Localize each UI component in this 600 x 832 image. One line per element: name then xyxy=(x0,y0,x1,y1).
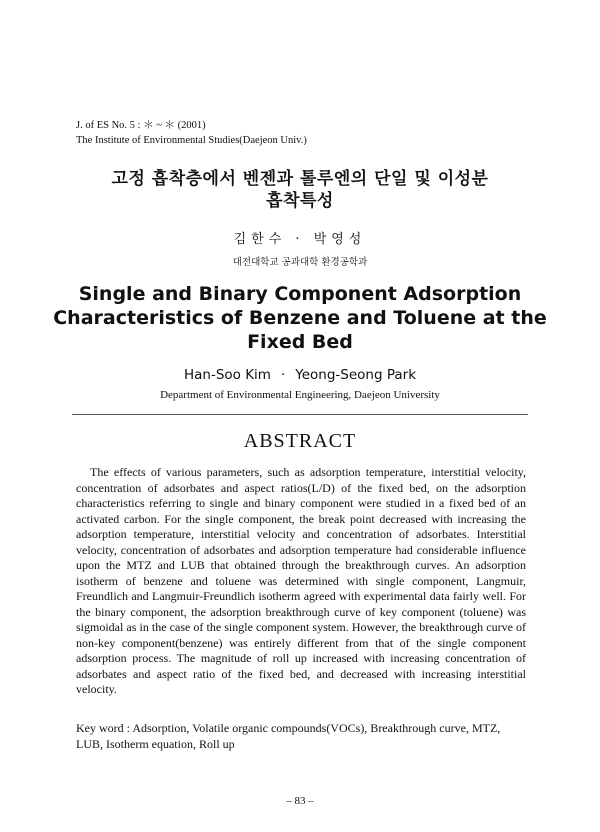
journal-header xyxy=(76,118,307,148)
korean-title-line1: 고정 흡착층에서 벤젠과 톨루엔의 단일 및 이성분 xyxy=(111,169,489,189)
english-title-line1: Single and Binary Component Adsorption xyxy=(78,283,522,305)
korean-title-line2: 흡착특성 xyxy=(266,191,334,211)
abstract-heading: ABSTRACT xyxy=(243,430,357,452)
english-title-line2: Characteristics of Benzene and Toluene at the xyxy=(53,307,547,329)
author-separator: · xyxy=(280,367,286,383)
english-title-line3: Fixed Bed xyxy=(247,331,353,353)
author-2: Yeong-Seong Park xyxy=(295,367,417,383)
english-affiliation: Department of Environmental Engineering, Daejeon University xyxy=(160,389,440,401)
page-number: – 83 – xyxy=(286,795,314,807)
korean-affiliation: 대전대학교 공과대학 환경공학과 xyxy=(232,257,368,268)
divider-rule xyxy=(72,414,528,415)
korean-authors: 김한수 · 박영성 xyxy=(233,232,367,247)
author-1: Han-Soo Kim xyxy=(183,367,271,383)
keywords: Key word : Adsorption, Volatile organic compounds(VOCs), Breakthrough curve, MTZ, LUB, Isotherm equation, Roll up xyxy=(76,721,501,751)
institute-name: The Institute of Environmental Studies(Daejeon Univ.) xyxy=(76,135,307,146)
abstract-body: The effects of various parameters, such as adsorption temperature, interstitial velocity, concentration of adsorbates and aspect ratios(L/D) of the fixed bed, on the adsorption characteristics referring to single and binary component were studied in a fixed bed of an activated carbon. For the single component, the break point decreased with increasing the adsorption temperature, interstitial velocity and concentration of adsorbates. Interstitial velocity, concentration of adsorbates and adsorption temperature had considerable influence upon the MTZ and LUB that obtained through the breakthrough curves. An adsorption isotherm of benzene and toluene was determined with single component, Langmuir, Freundlich and Langmuir-Freundlich isotherm agreed with experimental data fairly well. For the binary component, the adsorption breakthrough curve of key component (toluene) was sigmoidal as in the case of the single component system. However, the breakthrough curve of non-key component(benzene) was entirely different from that of the single component adsorption process. The magnitude of roll up increased with increasing concentration of adsorbates and aspect ratio of the fixed bed, and decreased with increasing interstitial velocity. xyxy=(76,465,526,696)
english-title xyxy=(40,282,560,354)
korean-title xyxy=(40,168,560,212)
journal-citation: J. of ES No. 5 : ＊ ~ ＊ (2001) xyxy=(76,120,206,131)
english-authors xyxy=(0,367,600,383)
